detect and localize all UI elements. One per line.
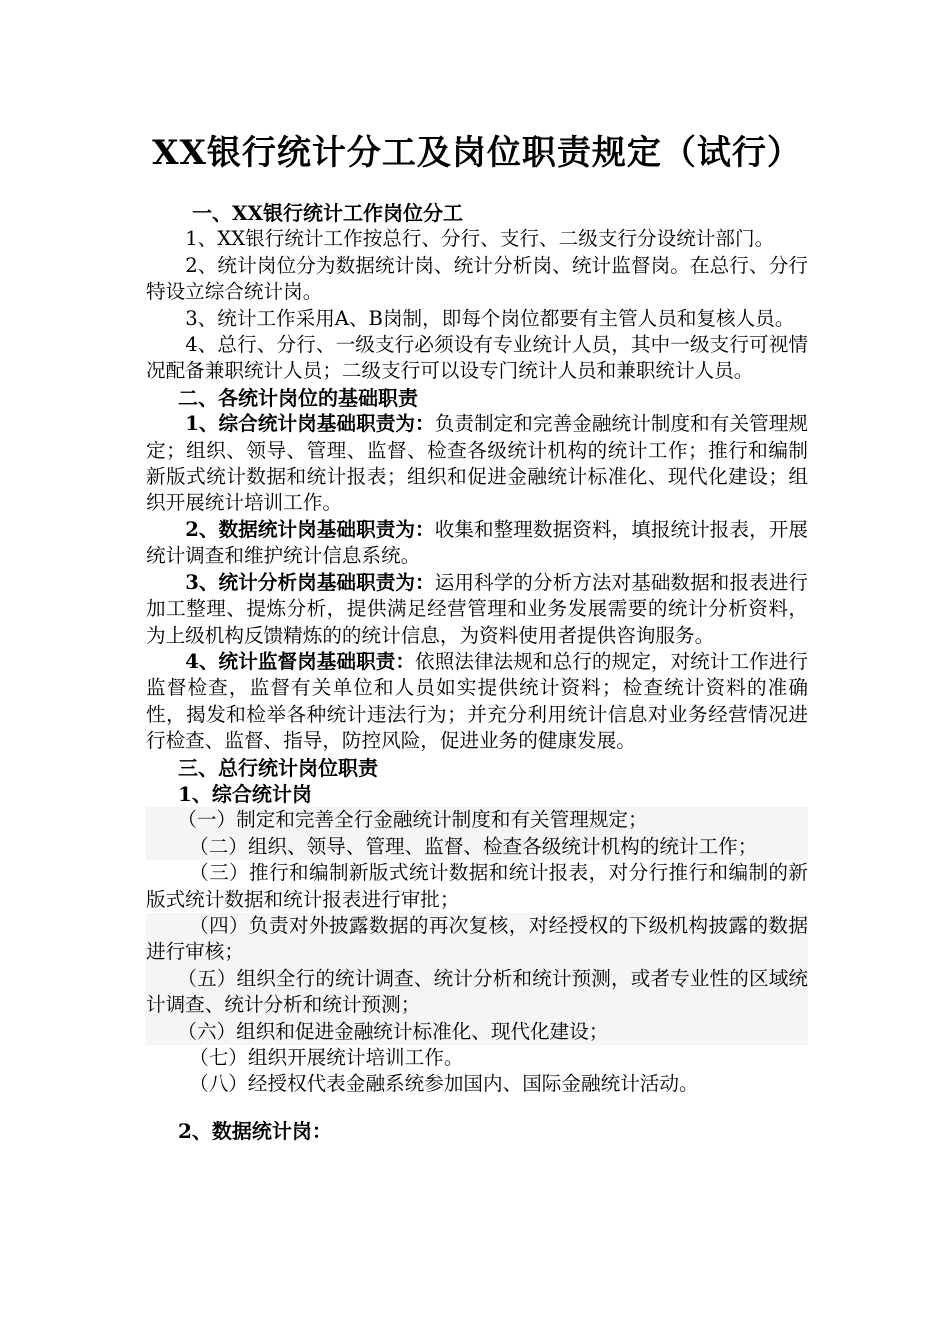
section-2-item <box>146 649 808 755</box>
duty-item: （五）组织全行的统计调查、统计分析和统计预测，或者专业性的区域统计调查、统计分析和统计预测； <box>146 966 808 1019</box>
section-3-subheading: 1、综合统计岗 <box>178 781 312 806</box>
document-page <box>146 122 808 1164</box>
duty-item: （二）组织、领导、管理、监督、检查各级统计机构的统计工作； <box>146 834 808 860</box>
section-2-item-label: 2、数据统计岗基础职责为： <box>185 517 435 541</box>
duty-item: （一）制定和完善全行金融统计制度和有关管理规定； <box>146 807 808 833</box>
duty-item: （七）组织开展统计培训工作。 <box>189 1046 464 1069</box>
section-2-item <box>146 570 808 649</box>
section-2-item-text: 负责制定和完善金融统计制度和有关管理规定；组织、领导、管理、监督、检查各级统计机构的统计工作；推行和编制新版式统计数据和统计报表；组织和促进金融统计标准化、现代化建设；组织开展统计培训工作。 <box>146 412 808 515</box>
document-title: XX银行统计分工及岗位职责规定（试行） <box>152 133 802 173</box>
section-2-item <box>146 411 808 517</box>
section-1-paragraph: 1、XX银行统计工作按总行、分行、支行、二级支行分设统计部门。 <box>185 227 775 251</box>
section-2-item-label: 1、综合统计岗基础职责为： <box>185 412 435 436</box>
duty-item: （八）经授权代表金融系统参加国内、国际金融统计活动。 <box>189 1072 699 1096</box>
section-2-item-text: 依照法律法规和总行的规定，对统计工作进行监督检查，监督有关单位和人员如实提供统计资料；检查统计资料的准确性，揭发和检举各种统计违法行为；并充分利用统计信息对业务经营情况进行检查、监督、指导，防控风险，促进业务的健康发展。 <box>146 649 809 753</box>
section-3-subheading-2: 2、数据统计岗： <box>178 1118 332 1143</box>
duty-item: （六）组织和促进金融统计标准化、现代化建设； <box>146 1019 808 1045</box>
section-2-item <box>146 517 808 570</box>
section-2-item-label: 4、统计监督岗基础职责： <box>185 649 416 673</box>
section-1-heading: 一、XX银行统计工作岗位分工 <box>192 201 464 225</box>
section-2-item-text: 运用科学的分析方法对基础数据和报表进行加工整理、提炼分析，提供满足经营管理和业务发展需要的统计分析资料，为上级机构反馈精炼的的统计信息，为资料使用者提供咨询服务。 <box>146 570 808 647</box>
section-1-paragraph: 3、统计工作采用A、B岗制，即每个岗位都要有主管人员和复核人员。 <box>185 306 795 330</box>
section-1-paragraph: 2、统计岗位分为数据统计岗、统计分析岗、统计监督岗。在总行、分行特设立综合统计岗。 <box>146 253 808 304</box>
duty-item: （三）推行和编制新版式统计数据和统计报表，对分行推行和编制的新版式统计数据和统计报表进行审批； <box>146 861 808 911</box>
section-3-heading: 三、总行统计岗位职责 <box>178 755 378 780</box>
section-1-paragraph: 4、总行、分行、一级支行必须设有专业统计人员，其中一级支行可视情况配备兼职统计人员；二级支行可以设专门统计人员和兼职统计人员。 <box>146 333 808 383</box>
section-2-heading: 二、各统计岗位的基础职责 <box>178 385 418 410</box>
section-2-item-label: 3、统计分析岗基础职责为： <box>185 570 435 594</box>
section-2-item-text: 收集和整理数据资料，填报统计报表，开展统计调查和维护统计信息系统。 <box>146 517 808 568</box>
duty-item: （四）负责对外披露数据的再次复核，对经授权的下级机构披露的数据进行审核； <box>146 913 808 966</box>
